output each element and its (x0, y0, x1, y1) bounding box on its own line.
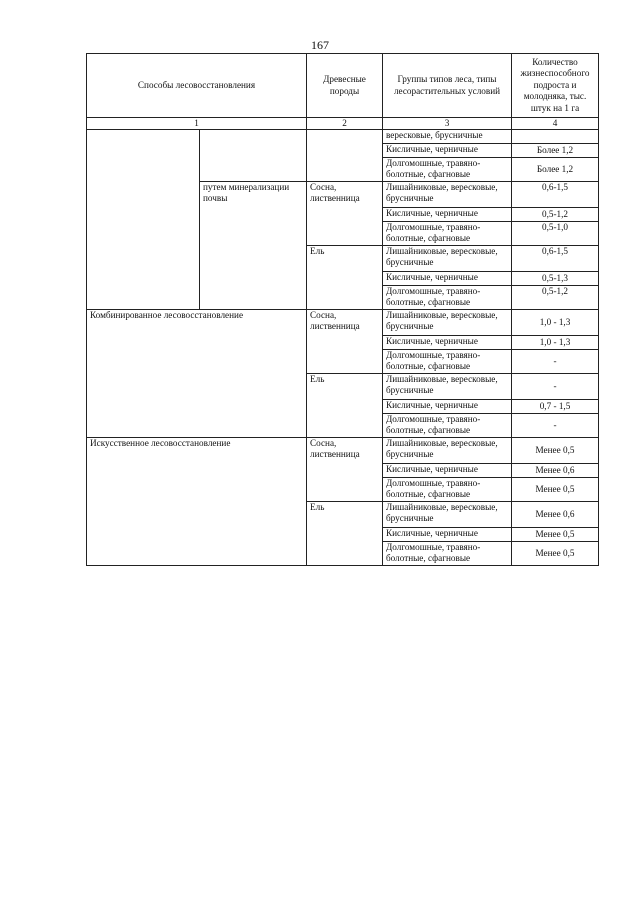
regeneration-table (86, 53, 599, 310)
value-cell: 0,5-1,2 (512, 208, 599, 222)
submethod-cell-empty (200, 130, 307, 182)
method-combined: Комбинированное лесовосстановление (87, 310, 307, 438)
forest-group-cell: Лишайниковые, вересковые, брусничные (383, 438, 512, 464)
forest-group-cell: вересковые, брусничные (383, 130, 512, 144)
table-row (87, 438, 599, 464)
forest-group-cell: Кисличные, черничные (383, 400, 512, 414)
forest-group-cell: Лишайниковые, вересковые, брусничные (383, 502, 512, 528)
forest-group-cell: Лишайниковые, вересковые, брусничные (383, 246, 512, 272)
value-cell: - (512, 350, 599, 374)
method-cell-empty (87, 130, 200, 310)
forest-group-cell: Кисличные, черничные (383, 464, 512, 478)
value-cell: Менее 0,6 (512, 502, 599, 528)
column-number: 4 (512, 118, 599, 130)
value-cell: 1,0 - 1,3 (512, 336, 599, 350)
forest-group-cell: Долгомошные, травяно-болотные, сфагновые (383, 350, 512, 374)
forest-group-cell: Кисличные, черничные (383, 144, 512, 158)
value-cell: 1,0 - 1,3 (512, 310, 599, 336)
species-pine-larch: Сосна, лиственница (307, 310, 383, 374)
table-row (87, 310, 599, 336)
forest-group-cell: Кисличные, черничные (383, 528, 512, 542)
forest-group-cell: Кисличные, черничные (383, 208, 512, 222)
column-number: 1 (87, 118, 307, 130)
table-row (87, 130, 599, 144)
value-cell: Менее 0,5 (512, 438, 599, 464)
header-species: Древесные породы (307, 54, 383, 118)
column-number: 2 (307, 118, 383, 130)
value-cell: Менее 0,6 (512, 464, 599, 478)
header-forest-groups: Группы типов леса, типы лесорастительных условий (383, 54, 512, 118)
forest-group-cell: Долгомошные, травяно-болотные, сфагновые (383, 478, 512, 502)
table-header-row (87, 54, 599, 118)
species-cell-empty (307, 130, 383, 182)
header-methods: Способы лесовосстановления (87, 54, 307, 118)
forest-group-cell: Лишайниковые, вересковые, брусничные (383, 310, 512, 336)
value-cell: Менее 0,5 (512, 528, 599, 542)
forest-group-cell: Лишайниковые, вересковые, брусничные (383, 374, 512, 400)
forest-group-cell: Долгомошные, травяно-болотные, сфагновые (383, 286, 512, 310)
value-cell: Более 1,2 (512, 144, 599, 158)
forest-group-cell: Кисличные, черничные (383, 336, 512, 350)
value-cell: Менее 0,5 (512, 542, 599, 566)
forest-group-cell: Кисличные, черничные (383, 272, 512, 286)
page-number: 167 (311, 38, 329, 52)
forest-group-cell: Долгомошные, травяно-болотные, сфагновые (383, 542, 512, 566)
value-cell: Более 1,2 (512, 158, 599, 182)
value-cell: 0,7 - 1,5 (512, 400, 599, 414)
value-cell (512, 130, 599, 144)
species-spruce: Ель (307, 502, 383, 566)
header-quantity: Количество жизнеспособного подроста и молодняка, тыс. штук на 1 га (512, 54, 599, 118)
value-cell: 0,5-1,3 (512, 272, 599, 286)
species-spruce: Ель (307, 374, 383, 438)
forest-group-cell: Долгомошные, травяно-болотные, сфагновые (383, 222, 512, 246)
value-cell: 0,5-1,0 (512, 222, 599, 246)
species-pine-larch: Сосна, лиственница (307, 182, 383, 246)
forest-group-cell: Лишайниковые, вересковые, брусничные (383, 182, 512, 208)
value-cell: 0,6-1,5 (512, 246, 599, 272)
value-cell: 0,5-1,2 (512, 286, 599, 310)
method-artificial: Искусственное лесовосстановление (87, 438, 307, 566)
value-cell: - (512, 374, 599, 400)
value-cell: Менее 0,5 (512, 478, 599, 502)
value-cell: - (512, 414, 599, 438)
species-spruce: Ель (307, 246, 383, 310)
species-pine-larch: Сосна, лиственница (307, 438, 383, 502)
value-cell: 0,6-1,5 (512, 182, 599, 208)
column-number: 3 (383, 118, 512, 130)
regeneration-table-continued (86, 309, 599, 566)
forest-group-cell: Долгомошные, травяно-болотные, сфагновые (383, 414, 512, 438)
forest-group-cell: Долгомошные, травяно-болотные, сфагновые (383, 158, 512, 182)
column-numbers-row (87, 118, 599, 130)
submethod-mineralization: путем минерализации почвы (200, 182, 307, 310)
